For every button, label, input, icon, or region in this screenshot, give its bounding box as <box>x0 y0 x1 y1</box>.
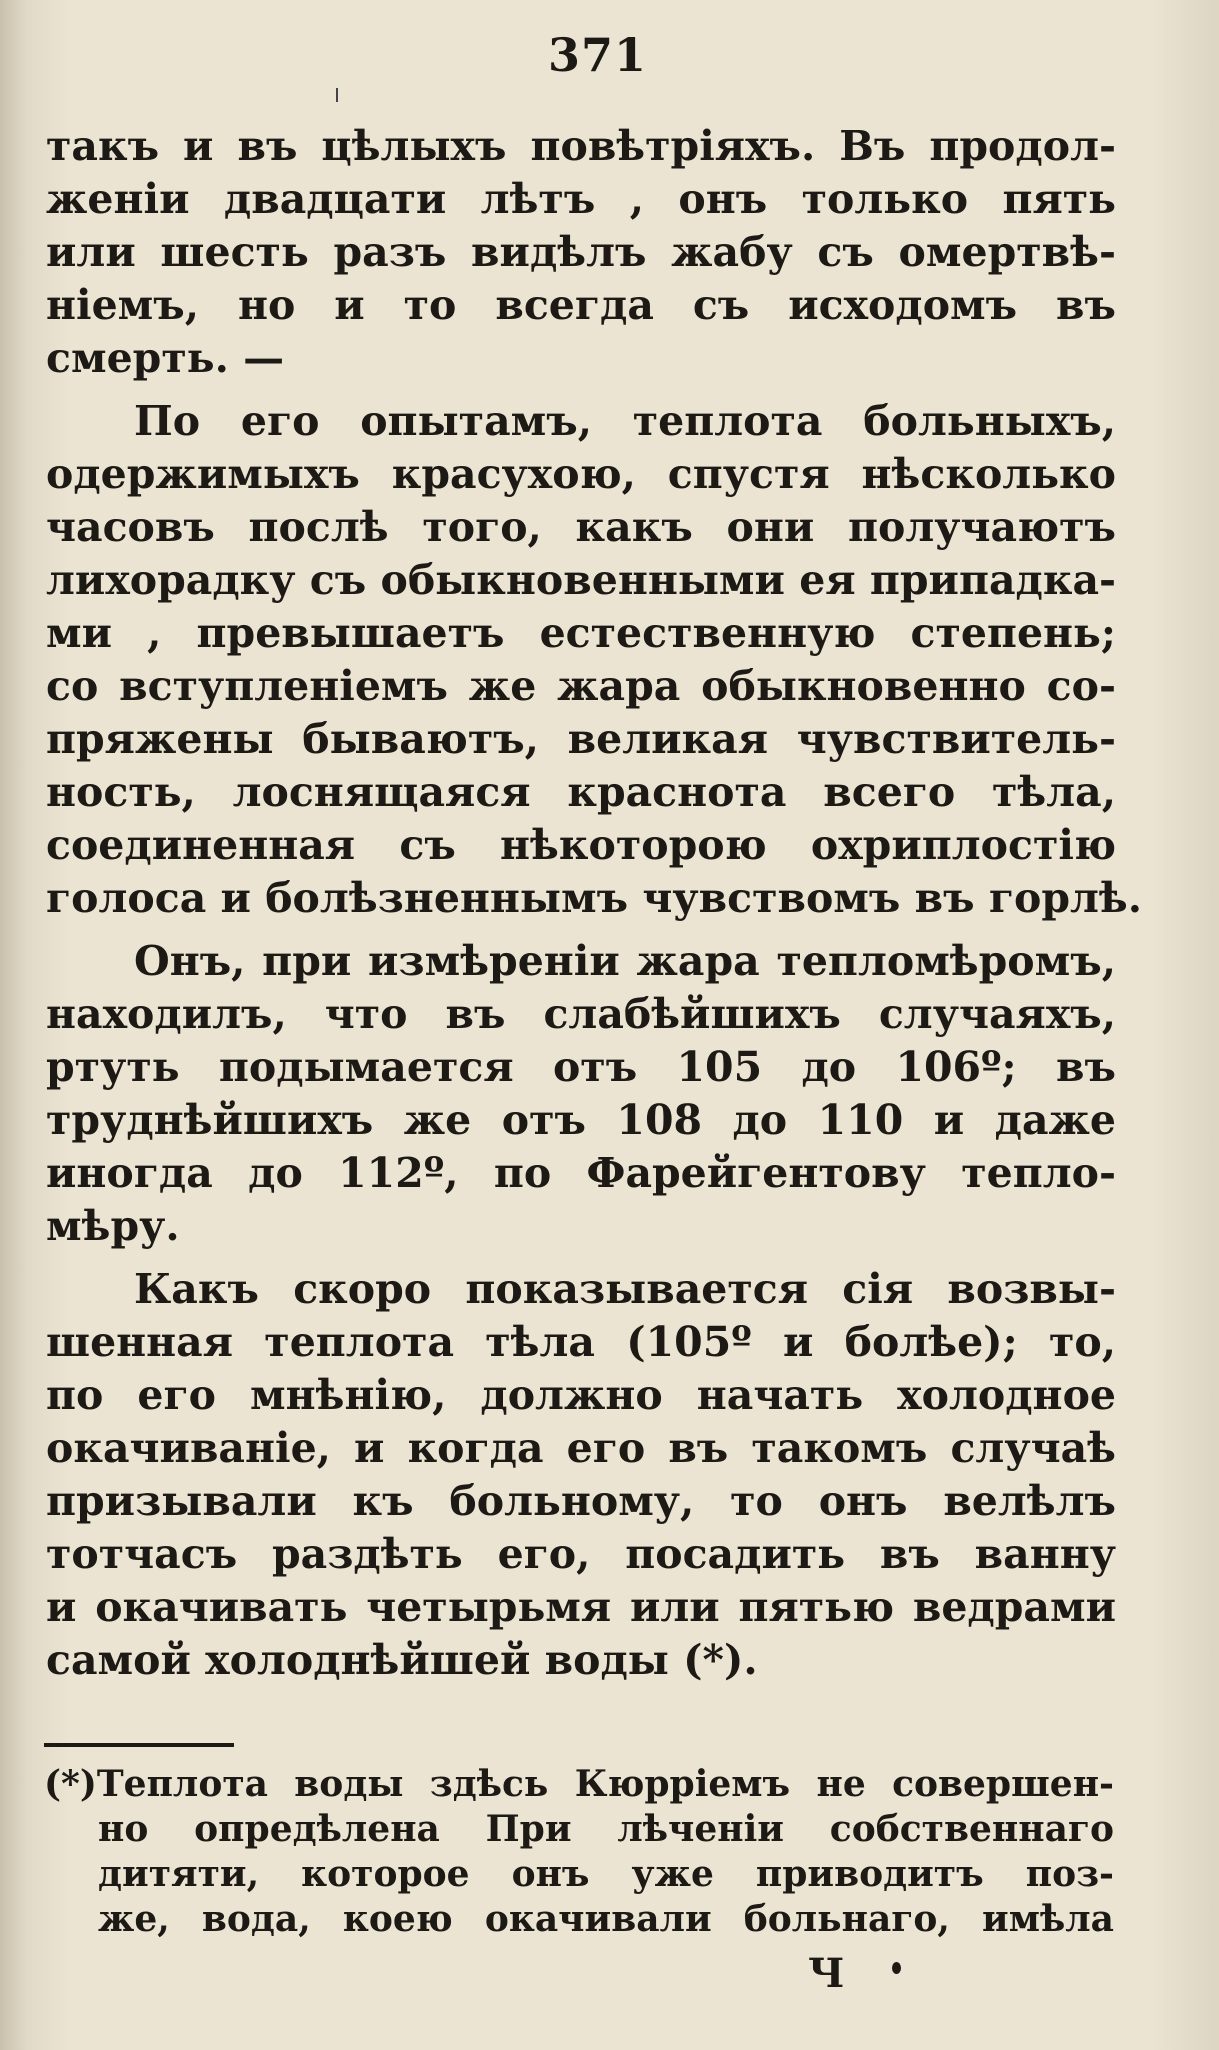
text-line: со вступленіемъ же жара обыкновенно со- <box>46 662 1116 710</box>
text-line: тотчасъ раздѣть его, посадить въ ванну <box>46 1530 1116 1578</box>
text-line: лихорадку съ обыкновенными ея припадка- <box>46 556 1117 604</box>
text-line: призывали къ больному, то онъ велѣлъ <box>46 1477 1116 1525</box>
text-line: ность, лоснящаяся краснота всего тѣла, <box>46 768 1116 816</box>
footnote-line: (*)Теплота воды здѣсь Кюрріемъ не совершен- <box>44 1763 1114 1805</box>
footnote <box>44 1762 1114 1942</box>
text-line: часовъ послѣ того, какъ они получаютъ <box>46 503 1116 551</box>
footnote-divider <box>44 1743 234 1747</box>
text-line: одержимыхъ красухою, спустя нѣсколько <box>46 450 1116 498</box>
text-line: соединенная съ нѣкоторою охриплостію <box>46 821 1116 869</box>
text-line: женіи двадцати лѣтъ , онъ только пять <box>46 175 1116 223</box>
text-line: иногда до 112º, по Фарейгентову тепло- <box>46 1149 1116 1197</box>
text-line: такъ и въ цѣлыхъ повѣтріяхъ. Въ продол- <box>46 122 1116 170</box>
text-line: ніемъ, но и то всегда съ исходомъ въ <box>46 281 1116 329</box>
text-line: голоса и болѣзненнымъ чувствомъ въ горлѣ. <box>46 874 1143 922</box>
text-line: и окачивать четырьмя или пятью ведрами <box>46 1583 1116 1631</box>
signature-mark: Ч <box>808 1950 845 1997</box>
footnote-line: но опредѣлена При лѣченіи собственнаго <box>98 1808 1114 1850</box>
text-line: шенная теплота тѣла (105º и болѣе); то, <box>46 1318 1116 1366</box>
text-line: или шесть разъ видѣлъ жабу съ омертвѣ- <box>46 228 1116 276</box>
text-line: Какъ скоро показывается сія возвы- <box>134 1265 1116 1313</box>
paragraph <box>46 395 1143 925</box>
paragraph <box>46 1263 1116 1687</box>
signature-dot <box>892 1962 901 1974</box>
body-text <box>46 120 1143 1697</box>
text-line: ртуть подымается отъ 105 до 106º; въ <box>46 1043 1116 1091</box>
text-line: смерть. — <box>46 334 285 382</box>
text-line: пряжены бываютъ, великая чувствитель- <box>46 715 1116 763</box>
text-line: ми , превышаетъ естественную степень; <box>46 609 1116 657</box>
text-line: окачиваніе, и когда его въ такомъ случаѣ <box>46 1424 1116 1472</box>
text-line: Онъ, при измѣреніи жара тепломѣромъ, <box>134 937 1116 985</box>
text-line: самой холоднѣйшей воды (*). <box>46 1636 758 1684</box>
print-speck <box>336 88 338 102</box>
text-line: По его опытамъ, теплота больныхъ, <box>134 397 1116 445</box>
text-line: труднѣйшихъ же отъ 108 до 110 и даже <box>46 1096 1116 1144</box>
paragraph <box>46 935 1116 1253</box>
footnote-line: же, вода, коею окачивали больнаго, имѣла <box>98 1898 1114 1940</box>
paragraph <box>46 120 1116 385</box>
text-line: мѣру. <box>46 1202 180 1250</box>
page-number: 371 <box>548 28 648 82</box>
text-line: по его мнѣнію, должно начать холодное <box>46 1371 1116 1419</box>
text-line: находилъ, что въ слабѣйшихъ случаяхъ, <box>46 990 1116 1038</box>
footnote-line: дитяти, которое онъ уже приводитъ поз- <box>98 1853 1114 1895</box>
